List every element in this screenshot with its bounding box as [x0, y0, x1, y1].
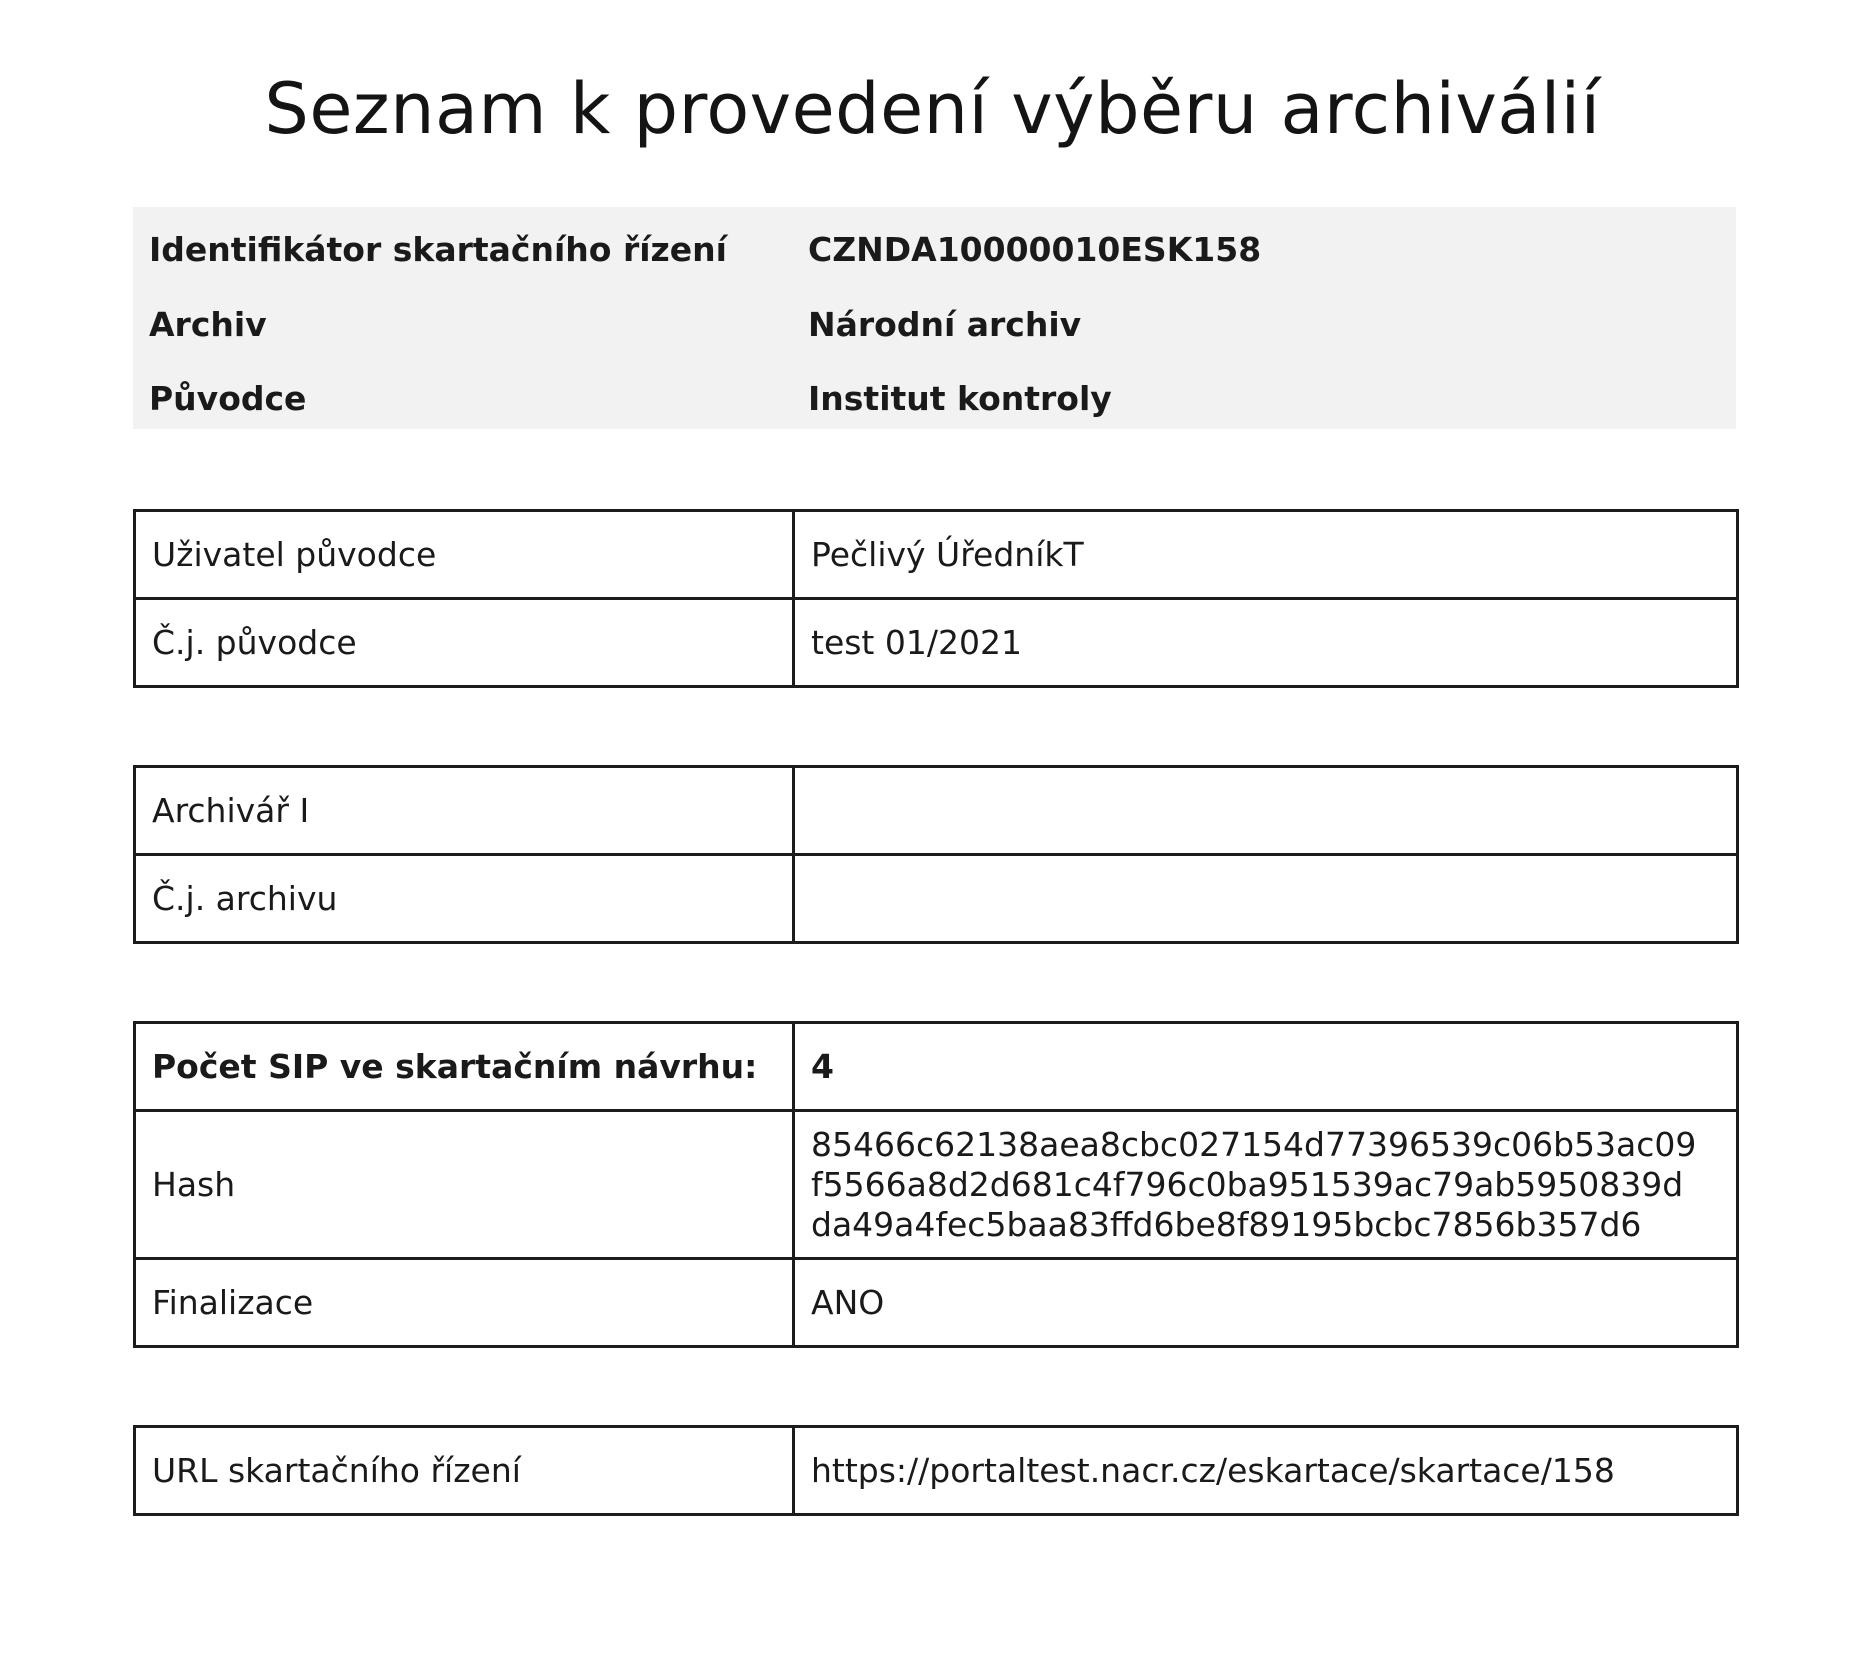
originator-user-label: Uživatel původce	[135, 511, 794, 599]
summary-row-archive	[133, 287, 1736, 361]
hash-line: 85466c62138aea8cbc027154d77396539c06b53ac09	[811, 1124, 1697, 1164]
url-table	[133, 1425, 1736, 1516]
originator-ref-label: Č.j. původce	[135, 599, 794, 687]
table-row	[135, 511, 1738, 599]
summary-row-originator	[133, 361, 1736, 435]
archivist-label: Archivář I	[135, 767, 794, 855]
table-row	[135, 767, 1738, 855]
hash-label: Hash	[135, 1111, 794, 1259]
hash-value	[794, 1111, 1738, 1259]
identifier-label: Identifikátor skartačního řízení	[149, 229, 727, 269]
archive-table	[133, 765, 1736, 944]
table-row	[135, 855, 1738, 943]
url-value: https://portaltest.nacr.cz/eskartace/skartace/158	[794, 1427, 1738, 1515]
archive-value: Národní archiv	[808, 304, 1082, 344]
sip-count-label: Počet SIP ve skartačním návrhu:	[135, 1023, 794, 1111]
table-row	[135, 1111, 1738, 1259]
table-row	[135, 1259, 1738, 1347]
table-row	[135, 599, 1738, 687]
url-label: URL skartačního řízení	[135, 1427, 794, 1515]
finalization-value: ANO	[794, 1259, 1738, 1347]
hash-line: da49a4fec5baa83ffd6be8f89195bcbc7856b357d6	[811, 1204, 1642, 1244]
summary-row-identifier	[133, 212, 1736, 286]
finalization-label: Finalizace	[135, 1259, 794, 1347]
originator-table	[133, 509, 1736, 688]
table-row	[135, 1427, 1738, 1515]
page-title: Seznam k provedení výběru archiválií	[264, 68, 1601, 150]
hash-line: f5566a8d2d681c4f796c0ba951539ac79ab5950839d	[811, 1164, 1684, 1204]
originator-user-value: Pečlivý ÚředníkT	[794, 511, 1738, 599]
archive-ref-value	[794, 855, 1738, 943]
identifier-value: CZNDA10000010ESK158	[808, 229, 1262, 269]
archive-label: Archiv	[149, 304, 267, 344]
originator-value: Institut kontroly	[808, 378, 1112, 418]
proposal-table	[133, 1021, 1736, 1348]
originator-ref-value: test 01/2021	[794, 599, 1738, 687]
originator-label: Původce	[149, 378, 307, 418]
table-row	[135, 1023, 1738, 1111]
archivist-value	[794, 767, 1738, 855]
summary-panel	[133, 207, 1736, 429]
sip-count-value: 4	[794, 1023, 1738, 1111]
archive-ref-label: Č.j. archivu	[135, 855, 794, 943]
